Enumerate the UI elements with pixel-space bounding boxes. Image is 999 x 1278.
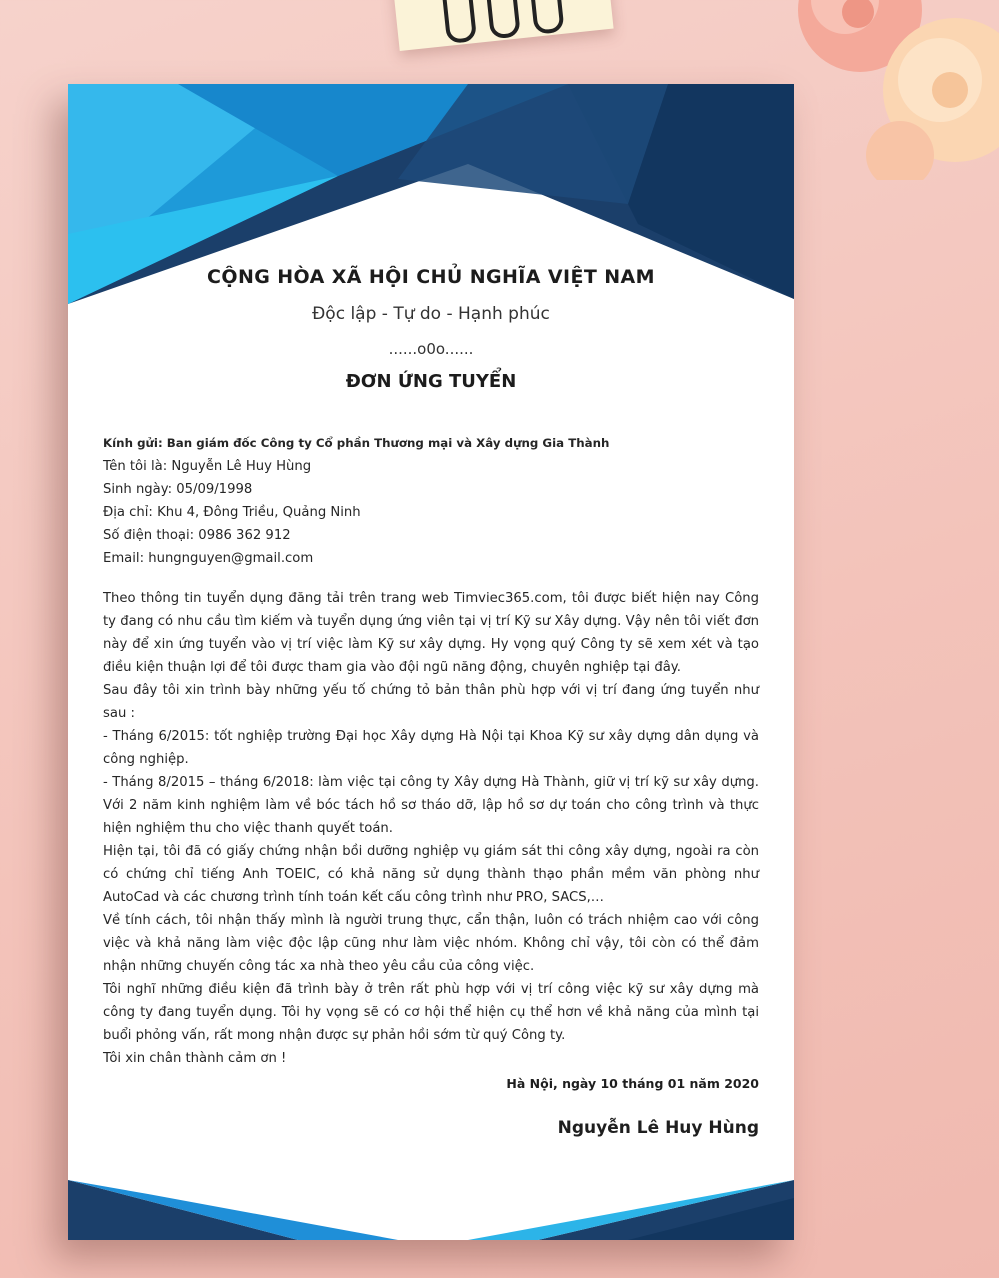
- paragraph-education: - Tháng 6/2015: tốt nghiệp trường Đại học Xây dựng Hà Nội tại Khoa Kỹ sư xây dựng dân dụng và công nghiệp.: [103, 729, 759, 767]
- recipient-line: Kính gửi: Ban giám đốc Công ty Cổ phần Thương mại và Xây dựng Gia Thành: [103, 436, 610, 450]
- paragraph-certificates: Hiện tại, tôi đã có giấy chứng nhận bồi dưỡng nghiệp vụ giám sát thi công xây dựng, ngoài ra còn có chứng chỉ tiếng Anh TOEIC, có khả năng sử dụng thành thạo phần mềm văn phòng như AutoCad và các chương trình tính toán kết cấu công trình như PRO, SACS,…: [103, 844, 759, 905]
- application-letter-page: [68, 84, 794, 1240]
- document-title: ĐƠN ỨNG TUYỂN: [345, 371, 517, 392]
- paragraph-thanks: Tôi xin chân thành cảm ơn !: [103, 1051, 287, 1066]
- paragraph-qualifications-intro: Sau đây tôi xin trình bày những yếu tố chứng tỏ bản thân phù hợp với vị trí đang ứng tuyển như sau :: [103, 683, 759, 721]
- letter-body: [103, 432, 759, 1070]
- paragraph-personality: Về tính cách, tôi nhận thấy mình là người trung thực, cẩn thận, luôn có trách nhiệm cao với công việc và khả năng làm việc độc lập cũng như làm việc nhóm. Không chỉ vậy, tôi còn có thể đảm nhận những chuyến công tác xa nhà theo yêu cầu của công việc.: [103, 913, 759, 974]
- footer-decoration: [68, 1180, 794, 1240]
- info-email: Email: hungnguyen@gmail.com: [103, 551, 314, 566]
- paragraph-intro: Theo thông tin tuyển dụng đăng tải trên trang web Timviec365.com, tôi được biết hiện nay Công ty đang có nhu cầu tìm kiếm và tuyển dụng ứng viên tại vị trí Kỹ sư Xây dựng. Vậy nên tôi viết đơn này để xin ứng tuyển vào vị trí việc làm Kỹ sư xây dựng. Hy vọng quý Công ty sẽ xem xét và tạo điều kiện thuận lợi để tôi được tham gia vào đội ngũ năng động, chuyên nghiệp tại đây.: [103, 591, 759, 675]
- info-name: Tên tôi là: Nguyễn Lê Huy Hùng: [103, 459, 312, 474]
- info-address: Địa chỉ: Khu 4, Đông Triều, Quảng Ninh: [103, 505, 361, 520]
- paragraph-closing: Tôi nghĩ những điều kiện đã trình bày ở trên rất phù hợp với vị trí công việc kỹ sư xây dựng mà công ty đang tuyển dụng. Tôi hy vọng sẽ có cơ hội thể hiện cụ thể hơn về khả năng của mình tại buổi phỏng vấn, rất mong nhận được sự phản hồi sớm từ quý Công ty.: [103, 982, 759, 1043]
- place-and-date: Hà Nội, ngày 10 tháng 01 năm 2020: [506, 1076, 759, 1091]
- signature-name: Nguyễn Lê Huy Hùng: [557, 1118, 759, 1138]
- national-motto: Độc lập - Tự do - Hạnh phúc: [312, 304, 550, 324]
- notebook-decoration: [391, 0, 613, 51]
- title-separator: ......o0o......: [388, 340, 474, 358]
- national-title: CỘNG HÒA XÃ HỘI CHỦ NGHĨA VIỆT NAM: [207, 266, 655, 288]
- paragraph-experience: - Tháng 8/2015 – tháng 6/2018: làm việc tại công ty Xây dựng Hà Thành, giữ vị trí kỹ sư xây dựng. Với 2 năm kinh nghiệm làm về bóc tách hồ sơ tháo dỡ, lập hồ sơ dự toán cho công trình và thực hiện nghiệm thu cho việc thanh quyết toán.: [103, 775, 759, 836]
- info-birthdate: Sinh ngày: 05/09/1998: [103, 482, 253, 497]
- info-phone: Số điện thoại: 0986 362 912: [103, 528, 291, 543]
